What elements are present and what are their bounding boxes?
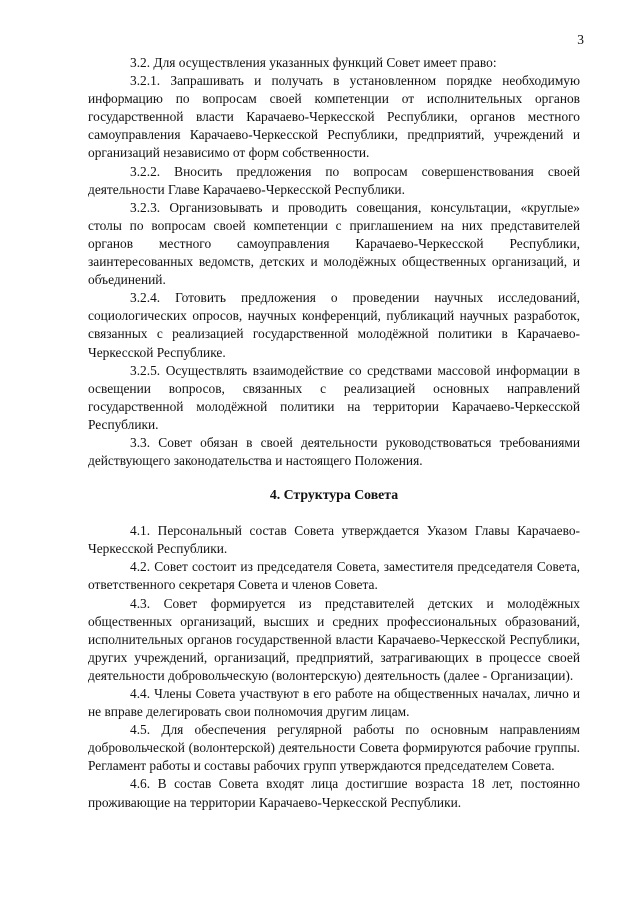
paragraph-4-3: 4.3. Совет формируется из представителей детских и молодёжных общественных организаций, высших и средних профессиональных образований, исполнительных органов государственной власти Карачаево-Черкесской Республики, других учреждений, организаций, предприятий, затрагивающих в процессе своей деятельности добровольческую (волонтерскую) деятельность (далее - Организации). <box>88 595 580 683</box>
section-4-heading: 4. Структура Совета <box>269 487 399 503</box>
paragraph-3-2-4: 3.2.4. Готовить предложения о проведении научных исследований, социологических опросов, научных конференций, публикаций научных разработок, связанных с реализацией государственной молодёжной политики в Карачаево-Черкесской Республике. <box>88 290 580 360</box>
paragraph-3-2-5: 3.2.5. Осуществлять взаимодействие со средствами массовой информации в освещении вопросов, связанных с реализацией основных направлений государственной молодёжной политики на территории Карачаево-Черкесской Республики. <box>88 362 580 432</box>
paragraph-3-3: 3.3. Совет обязан в своей деятельности руководствоваться требованиями действующего законодательства и настоящего Положения. <box>88 434 580 469</box>
section-3-body <box>88 54 580 470</box>
paragraph-4-2: 4.2. Совет состоит из председателя Совета, заместителя председателя Совета, ответственного секретаря Совета и членов Совета. <box>88 559 580 593</box>
paragraph-4-5: 4.5. Для обеспечения регулярной работы по основным направлениям добровольческой (волонтерской) деятельности Совета формируются рабочие группы. Регламент работы и составы рабочих групп утверждаются председателем Совета. <box>88 722 580 774</box>
paragraph-4-1: 4.1. Персональный состав Совета утверждается Указом Главы Карачаево-Черкесской Республики. <box>88 523 580 557</box>
page-number: 3 <box>577 32 584 47</box>
paragraph-4-6: 4.6. В состав Совета входят лица достигшие возраста 18 лет, постоянно проживающие на территории Карачаево-Черкесской Республики. <box>88 776 580 810</box>
paragraph-3-2-2: 3.2.2. Вносить предложения по вопросам совершенствования своей деятельности Главе Карачаево-Черкесской Республики. <box>88 163 580 197</box>
paragraph-3-2-1: 3.2.1. Запрашивать и получать в установленном порядке необходимую информацию по вопросам своей компетенции от исполнительных органов государственной власти Карачаево-Черкесской Республики, органов местного самоуправления Карачаево-Черкесской Республики, предприятий, учреждений и организаций независимо от форм собственности. <box>88 73 580 161</box>
paragraph-4-4: 4.4. Члены Совета участвуют в его работе на общественных началах, лично и не вправе делегировать свои полномочия другим лицам. <box>88 686 580 720</box>
paragraph-3-2-3: 3.2.3. Организовывать и проводить совещания, консультации, «круглые» столы по вопросам своей компетенции с приглашением на них представителей органов местного самоуправления Карачаево-Черкесской Республики, заинтересованных ведомств, детских и молодёжных общественных организаций, и объединений. <box>88 199 580 288</box>
paragraph-3-2: 3.2. Для осуществления указанных функций Совет имеет право: <box>130 55 497 70</box>
section-4-body <box>88 522 580 812</box>
